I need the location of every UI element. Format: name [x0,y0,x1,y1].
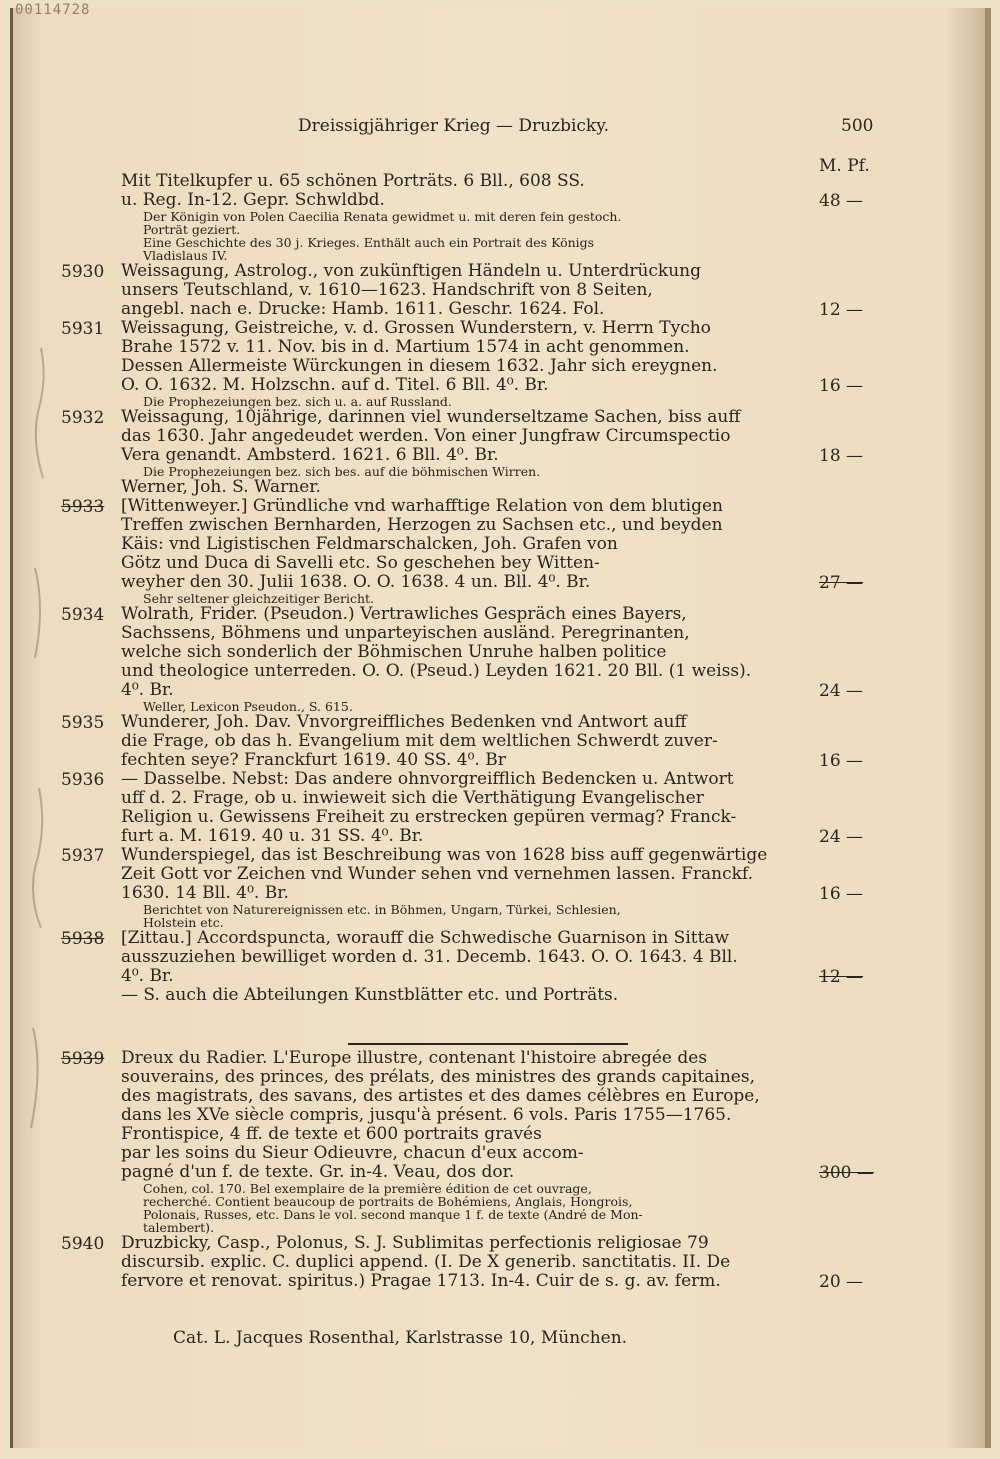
entry-text-line: [Zittau.] Accordspuncta, worauff die Schwedische Guarnison in Sittaw [121,928,730,948]
entry-text-line: par les soins du Sieur Odieuvre, chacun d'eux accom- [121,1143,584,1163]
entry-text-line: Zeit Gott vor Zeichen vnd Wunder sehen vnd vernehmen lassen. Franckf. [121,864,754,884]
entry-text-line: souverains, des princes, des prélats, des ministres des grands capitaines, [121,1067,755,1087]
entry-price: 20 — [819,1272,864,1292]
entry-note-line: Die Prophezeiungen bez. sich bes. auf die böhmischen Wirren. [143,464,541,479]
footer-imprint: Cat. L. Jacques Rosenthal, Karlstrasse 10, München. [173,1328,628,1348]
entry-text-line: Religion u. Gewissens Freiheit zu erstrecken gepüren vermag? Franck- [121,807,737,827]
entry-text-line: O. O. 1632. M. Holzschn. auf d. Titel. 6 Bll. 4⁰. Br. [121,375,549,395]
catalogue-entry [13,770,985,846]
entry-note-line: Vladislaus IV. [143,248,228,263]
entry-price: 48 — [819,191,864,211]
entry-text-line: Weissagung, Geistreiche, v. d. Grossen Wunderstern, v. Herrn Tycho [121,318,711,338]
entry-price: 18 — [819,446,864,466]
entry-price: 12 — [819,967,864,987]
entry-text-line: discursib. explic. C. duplici append. (I. De X generib. sanctitatis. II. De [121,1252,731,1272]
entry-price: 16 — [819,884,864,904]
entry-text-line: und theologice unterreden. O. O. (Pseud.) Leyden 1621. 20 Bll. (1 weiss). [121,661,752,681]
lot-number: 5939 [61,1049,105,1069]
entry-price: 27 — [819,573,864,593]
catalogue-entry [13,497,985,605]
catalogue-entry [13,172,985,262]
entry-text-line: des magistrats, des savans, des artistes et des dames célèbres en Europe, [121,1086,760,1106]
entry-text-line: Wunderspiegel, das ist Beschreibung was von 1628 biss auff gegenwärtige [121,845,768,865]
entry-note-line: Holstein etc. [143,915,224,930]
entry-text-line: dans les XVe siècle compris, jusqu'à présent. 6 vols. Paris 1755—1765. [121,1105,732,1125]
entry-text-line: Frontispice, 4 ff. de texte et 600 portraits gravés [121,1124,542,1144]
catalogue-entry [13,408,985,478]
entry-text-line: pagné d'un f. de texte. Gr. in-4. Veau, dos dor. [121,1162,515,1182]
entry-price: 24 — [819,681,864,701]
lot-number: 5938 [61,929,105,949]
lot-number: 5933 [61,497,105,517]
section-divider [348,1043,628,1045]
entry-text-line: unsers Teutschland, v. 1610—1623. Handschrift von 8 Seiten, [121,280,653,300]
catalogue-entry [13,262,985,319]
entry-note-line: Cohen, col. 170. Bel exemplaire de la première édition de cet ouvrage, [143,1181,592,1196]
catalogue-entry [13,605,985,713]
lot-number: 5930 [61,262,105,282]
entry-note-line: recherché. Contient beaucoup de portraits de Bohémiens, Anglais, Hongrois, [143,1194,633,1209]
entry-text-line: 1630. 14 Bll. 4⁰. Br. [121,883,289,903]
entry-note-line: Der Königin von Polen Caecilia Renata gewidmet u. mit deren fein gestoch. [143,209,622,224]
entry-note-line: Porträt geziert. [143,222,241,237]
catalogue-entry [13,846,985,929]
lot-number: 5936 [61,770,105,790]
entry-text-line: uff d. 2. Frage, ob u. inwieweit sich die Verthätigung Evangelischer [121,788,704,808]
entry-text-line: 4⁰. Br. [121,966,174,986]
entry-text-line: Wolrath, Frider. (Pseudon.) Vertrawliches Gespräch eines Bayers, [121,604,687,624]
entry-text-line: Wunderer, Joh. Dav. Vnvorgreiffliches Bedenken vnd Antwort auff [121,712,687,732]
entry-text-line: Weissagung, 10jährige, darinnen viel wunderseltzame Sachen, biss auff [121,407,741,427]
catalogue-page [10,2,991,1448]
entry-text-line: Dreux du Radier. L'Europe illustre, contenant l'histoire abregée des [121,1048,708,1068]
entry-price: 12 — [819,300,864,320]
entry-text-line: — Dasselbe. Nebst: Das andere ohnvorgreifflich Bedencken u. Antwort [121,769,734,789]
entry-note-line: Berichtet von Naturereignissen etc. in Böhmen, Ungarn, Türkei, Schlesien, [143,902,621,917]
catalogue-entry [13,986,985,1005]
entry-text-line: Mit Titelkupfer u. 65 schönen Porträts. 6 Bll., 608 SS. [121,171,585,191]
catalogue-entry [13,929,985,986]
lot-number: 5932 [61,408,105,428]
entry-text-line: das 1630. Jahr angedeudet werden. Von einer Jungfraw Circumspectio [121,426,731,446]
entry-note-line: Sehr seltener gleichzeitiger Bericht. [143,591,374,606]
entry-text-line: die Frage, ob das h. Evangelium mit dem weltlichen Schwerdt zuver- [121,731,718,751]
entry-text-line: fervore et renovat. spiritus.) Pragae 1713. In-4. Cuir de s. g. av. ferm. [121,1271,721,1291]
entry-price: 16 — [819,376,864,396]
price-column-header: M. Pf. [819,156,870,176]
catalogue-entry [13,1234,985,1291]
entry-text-line: Treffen zwischen Bernharden, Herzogen zu Sachsen etc., und beyden [121,515,723,535]
entry-text-line: welche sich sonderlich der Böhmischen Unruhe halben politice [121,642,667,662]
entry-note-line: talembert). [143,1220,214,1235]
catalogue-entry [13,1049,985,1234]
entry-text-line: furt a. M. 1619. 40 u. 31 SS. 4⁰. Br. [121,826,424,846]
lot-number: 5931 [61,319,105,339]
entry-text-line: — S. auch die Abteilungen Kunstblätter etc. und Porträts. [121,985,619,1005]
running-header: Dreissigjähriger Krieg — Druzbicky. [298,116,609,136]
entry-text-line: Sachssens, Böhmens und unparteyischen ausländ. Peregrinanten, [121,623,690,643]
entry-note-line: Weller, Lexicon Pseudon., S. 615. [143,699,353,714]
entry-text-line: [Wittenweyer.] Gründliche vnd warhafftige Relation von dem blutigen [121,496,723,516]
catalogue-entry [13,713,985,770]
entry-price: 24 — [819,827,864,847]
entry-text-line: fechten seye? Franckfurt 1619. 40 SS. 4⁰. Br [121,750,506,770]
catalogue-entry [13,319,985,408]
entry-price: 16 — [819,751,864,771]
page-number: 500 [841,116,874,136]
entry-text-line: Käis: vnd Ligistischen Feldmarschalcken, Joh. Grafen von [121,534,618,554]
catalogue-entries [13,172,985,1291]
entry-text-line: weyher den 30. Julii 1638. O. O. 1638. 4 un. Bll. 4⁰. Br. [121,572,591,592]
archive-stamp: 00114728 [15,2,91,18]
entry-text-line: Götz und Duca di Savelli etc. So geschehen bey Witten- [121,553,600,573]
lot-number: 5940 [61,1234,105,1254]
entry-note-line: Die Prophezeiungen bez. sich u. a. auf Russland. [143,394,452,409]
lot-number: 5937 [61,846,105,866]
entry-price: 300 — [819,1163,874,1183]
catalogue-entry [13,478,985,497]
entry-text-line: Druzbicky, Casp., Polonus, S. J. Sublimitas perfectionis religiosae 79 [121,1233,709,1253]
entry-text-line: ausszuziehen bewilliget worden d. 31. Decemb. 1643. O. O. 1643. 4 Bll. [121,947,738,967]
entry-text-line: angebl. nach e. Drucke: Hamb. 1611. Geschr. 1624. Fol. [121,299,605,319]
entry-text-line: Dessen Allermeiste Würckungen in diesem 1632. Jahr sich ereygnen. [121,356,718,376]
lot-number: 5934 [61,605,105,625]
entry-text-line: Brahe 1572 v. 11. Nov. bis in d. Martium 1574 in acht genommen. [121,337,690,357]
entry-note-line: Polonais, Russes, etc. Dans le vol. second manque 1 f. de texte (André de Mon- [143,1207,643,1222]
entry-text-line: 4⁰. Br. [121,680,174,700]
entry-text-line: u. Reg. In-12. Gepr. Schwldbd. [121,190,385,210]
entry-text-line: Vera genandt. Ambsterd. 1621. 6 Bll. 4⁰. Br. [121,445,499,465]
entry-text-line: Werner, Joh. S. Warner. [121,477,321,497]
entry-note-line: Eine Geschichte des 30 j. Krieges. Enthält auch ein Portrait des Königs [143,235,595,250]
entry-text-line: Weissagung, Astrolog., von zukünftigen Händeln u. Unterdrückung [121,261,702,281]
lot-number: 5935 [61,713,105,733]
